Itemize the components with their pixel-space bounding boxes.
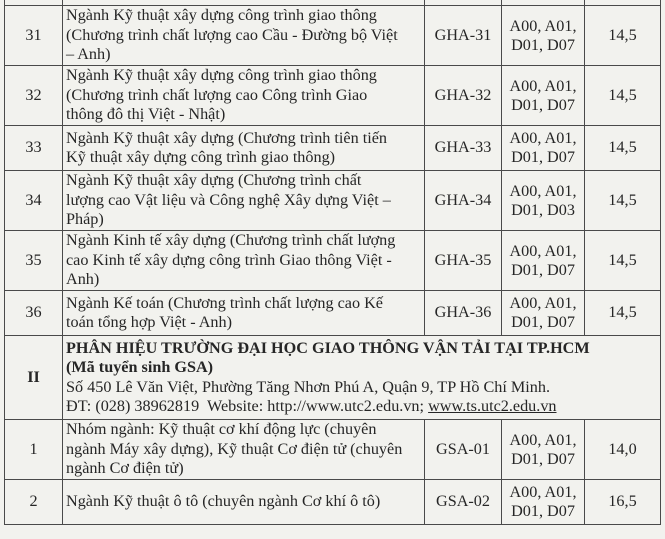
program-name-cell [63, 171, 425, 231]
stt-cell: 33 [5, 126, 63, 171]
combo-line: D01, D07 [511, 260, 575, 279]
combo-line: D01, D07 [511, 502, 575, 520]
program-name-cell [63, 420, 425, 480]
name-line: Ngành Kinh tế xây dựng (Chương trình chất lượng [66, 231, 396, 250]
admission-table [4, 0, 661, 525]
program-code-cell: GSA-01 [425, 420, 502, 480]
name-line: thông đô thị Việt - Nhật) [66, 105, 226, 124]
subject-combo-cell [502, 420, 585, 480]
name-line: Ngành Kế toán (Chương trình chất lượng cao Kế [66, 293, 383, 312]
name-line: (Chương trình chất lượng cao Cầu - Đường bộ Việt [66, 25, 398, 44]
program-code-cell: GSA-02 [425, 480, 502, 525]
table-row [5, 126, 661, 171]
combo-line: A00, A01, [509, 241, 577, 260]
combo-line: D01, D07 [511, 148, 575, 166]
combo-line: D01, D07 [511, 35, 575, 54]
section-contact [66, 397, 657, 417]
name-line: toán tổng hợp Việt - Anh) [66, 313, 232, 331]
score-cell: 14,0 [585, 420, 661, 480]
name-line: Pháp) [66, 210, 104, 229]
subject-combo-cell [502, 126, 585, 171]
stt-cell: 36 [5, 291, 63, 336]
program-name-cell [63, 66, 425, 126]
combo-line: A00, A01, [509, 181, 577, 200]
subject-combo-cell [502, 291, 585, 336]
program-name-cell [63, 6, 425, 66]
score-cell: 14,5 [585, 66, 661, 126]
combo-line: D01, D03 [511, 200, 575, 219]
section-header-row [5, 336, 661, 420]
subject-combo-cell [502, 231, 585, 291]
name-line: Nhóm ngành: Kỹ thuật cơ khí động lực (chuyên [66, 420, 377, 439]
subject-combo-cell [502, 480, 585, 525]
name-line: cao Kinh tế xây dựng công trình Giao thông Việt - [66, 250, 392, 269]
subject-combo-cell [502, 171, 585, 231]
name-line: ngành Máy xây dựng), Kỹ thuật Cơ điện tử (chuyên [66, 439, 403, 458]
score-cell: 16,5 [585, 480, 661, 525]
subject-combo-cell [502, 66, 585, 126]
combo-line: D01, D07 [511, 95, 575, 114]
section-title: PHÂN HIỆU TRƯỜNG ĐẠI HỌC GIAO THÔNG VẬN TẢI TẠI TP.HCM [66, 338, 590, 357]
score-cell: 14,5 [585, 126, 661, 171]
name-line: Ngành Kỹ thuật xây dựng (Chương trình tiên tiến [66, 128, 388, 147]
section-address: Số 450 Lê Văn Việt, Phường Tăng Nhơn Phú A, Quận 9, TP Hồ Chí Minh. [66, 377, 551, 396]
table-row [5, 6, 661, 66]
section-subtitle: (Mã tuyển sinh GSA) [66, 358, 214, 376]
program-code-cell: GHA-33 [425, 126, 502, 171]
table-row [5, 66, 661, 126]
table-row [5, 291, 661, 336]
name-line: lượng cao Vật liệu và Công nghệ Xây dựng Việt – [66, 190, 391, 209]
table-row [5, 420, 661, 480]
admission-website-link[interactable]: www.ts.utc2.edu.vn [428, 397, 557, 415]
score-cell: 14,5 [585, 171, 661, 231]
name-line: Ngành Kỹ thuật xây dựng công trình giao thông [66, 66, 377, 85]
program-code-cell: GHA-34 [425, 171, 502, 231]
combo-line: A00, A01, [509, 430, 577, 449]
program-code-cell: GHA-32 [425, 66, 502, 126]
table-row [5, 231, 661, 291]
name-line: ngành Cơ điện tử) [66, 459, 184, 478]
name-line: Ngành Kỹ thuật ô tô (chuyên ngành Cơ khí ô tô) [66, 492, 381, 511]
stt-cell: 35 [5, 231, 63, 291]
name-line: Anh) [66, 270, 100, 289]
subject-combo-cell [502, 6, 585, 66]
combo-line: A00, A01, [509, 76, 577, 95]
stt-cell: 1 [5, 420, 63, 480]
score-cell: 14,5 [585, 6, 661, 66]
program-name-cell [63, 231, 425, 291]
combo-line: D01, D07 [511, 313, 575, 331]
stt-cell: 32 [5, 66, 63, 126]
contact-text: ĐT: (028) 38962819 Website: http://www.utc2.edu.vn; [66, 397, 429, 415]
stt-cell: 34 [5, 171, 63, 231]
combo-line: A00, A01, [509, 129, 577, 147]
program-name-cell [63, 480, 425, 525]
name-line: – Anh) [66, 45, 111, 64]
name-line: (Chương trình chất lượng cao Công trình Giao [66, 85, 368, 104]
name-line: Ngành Kỹ thuật xây dựng công trình giao thông [66, 6, 377, 25]
stt-cell: 31 [5, 6, 63, 66]
combo-line: A00, A01, [509, 483, 577, 501]
program-code-cell: GHA-36 [425, 291, 502, 336]
program-name-cell [63, 126, 425, 171]
score-cell: 14,5 [585, 291, 661, 336]
section-number: II [5, 336, 63, 420]
table-row [5, 171, 661, 231]
program-code-cell: GHA-35 [425, 231, 502, 291]
program-name-cell [63, 291, 425, 336]
name-line: Ngành Kỹ thuật xây dựng (Chương trình chất [66, 171, 362, 190]
stt-cell: 2 [5, 480, 63, 525]
combo-line: A00, A01, [509, 16, 577, 35]
name-line: Kỹ thuật xây dựng công trình giao thông) [66, 148, 336, 166]
table-row [5, 480, 661, 525]
combo-line: A00, A01, [509, 294, 577, 312]
section-info-cell [63, 336, 661, 420]
combo-line: D01, D07 [511, 449, 575, 468]
score-cell: 14,5 [585, 231, 661, 291]
program-code-cell: GHA-31 [425, 6, 502, 66]
